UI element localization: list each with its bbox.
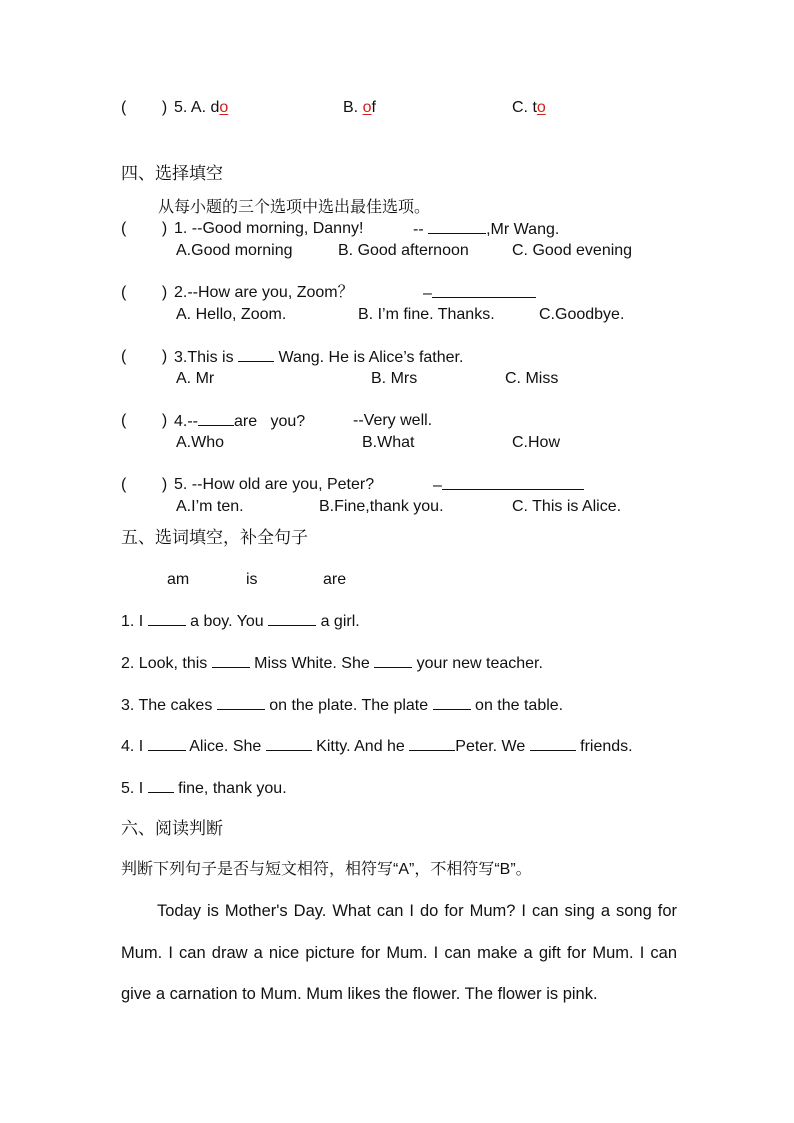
s5-s3-c: on the table.	[470, 697, 564, 714]
s4-q1-stem: 1. --Good morning, Danny!	[174, 220, 364, 237]
s4-q2-answer	[423, 283, 536, 304]
s4-q5-answer	[433, 475, 584, 496]
s5-s3-blank-1[interactable]	[217, 695, 265, 710]
s4-q1-tail: ,Mr Wang.	[486, 221, 560, 238]
s4-q3-stem	[174, 347, 463, 368]
s4-q4-blank[interactable]	[198, 411, 234, 426]
s5-s5-a: 5. I	[121, 780, 148, 797]
s4-q1-dash: --	[413, 221, 429, 238]
s5-sentence-1	[121, 611, 360, 632]
section4-instruction: 从每小题的三个选项中选出最佳选项。	[158, 199, 431, 216]
word-bank-am: am	[167, 571, 190, 588]
s4-q4-stem-a: 4.--	[174, 413, 198, 430]
s4-q1-answer	[413, 219, 559, 240]
s5-s1-a: 1. I	[121, 613, 148, 630]
word-bank-is: is	[246, 571, 258, 588]
s4-q3-blank[interactable]	[238, 347, 274, 362]
s5-sentence-3	[121, 695, 563, 716]
s4-q1-option-c: C. Good evening	[512, 242, 633, 259]
s5-s3-a: 3. The cakes	[121, 697, 217, 714]
s4-q3-option-b: B. Mrs	[371, 370, 418, 387]
s5-s4-a: 4. I	[121, 738, 148, 755]
s4-q3-option-a: A. Mr	[176, 370, 215, 387]
q5-top-option-b	[343, 98, 376, 118]
s4-q2-option-c: C.Goodbye.	[539, 306, 625, 323]
s5-sentence-2	[121, 653, 543, 674]
s4-q1-paren: ( )	[121, 220, 168, 237]
s5-sentence-4	[121, 736, 633, 757]
s4-q3-paren: ( )	[121, 348, 168, 365]
s4-q4-paren: ( )	[121, 412, 168, 429]
s4-q1-option-b: B. Good afternoon	[338, 242, 469, 259]
q5-top-c-highlight: o	[536, 99, 546, 116]
s4-q2-dash: –	[423, 285, 432, 302]
s5-s3-blank-2[interactable]	[433, 695, 471, 710]
s5-s4-d: Peter. We	[455, 738, 530, 755]
s5-s4-blank-4[interactable]	[530, 736, 576, 751]
s5-s3-b: on the plate. The plate	[264, 697, 433, 714]
s4-q5-option-b: B.Fine,thank you.	[319, 498, 444, 515]
s5-s4-blank-3[interactable]	[409, 736, 455, 751]
q5-top-b-highlight: o	[362, 99, 372, 116]
s4-q4-stem	[174, 411, 305, 432]
s4-q5-option-a: A.I’m ten.	[176, 498, 244, 515]
section5-title: 五、选词填空，补全句子	[121, 528, 308, 547]
q5-top-option-a	[174, 98, 228, 118]
section6-passage: Today is Mother's Day. What can I do for Mum? I can sing a song for Mum. I can draw a nice picture for Mum. I can make a gift for Mum. I can give a carnation to Mum. Mum likes the flower. The flower is pink.	[121, 902, 677, 1003]
s4-q5-option-c: C. This is Alice.	[512, 498, 622, 515]
q5-top-option-c	[512, 98, 546, 118]
s5-s2-blank-1[interactable]	[212, 653, 250, 668]
s4-q5-stem: 5. --How old are you, Peter?	[174, 476, 375, 493]
s4-q5-dash: –	[433, 477, 442, 494]
s5-s4-b: Alice. She	[185, 738, 266, 755]
s4-q2-blank[interactable]	[432, 283, 536, 298]
s4-q2-paren: ( )	[121, 284, 168, 301]
s4-q2-option-a: A. Hello, Zoom.	[176, 306, 287, 323]
s4-q3-option-c: C. Miss	[505, 370, 559, 387]
s4-q2-option-b: B. I’m fine. Thanks.	[358, 306, 495, 323]
s4-q4-reply: --Very well.	[353, 412, 433, 429]
s5-s4-e: friends.	[575, 738, 633, 755]
q5-top-b-label: B.	[343, 99, 363, 116]
s5-s1-blank-2[interactable]	[268, 611, 316, 626]
section6-instruction: 判断下列句子是否与短文相符，相符写“A”，不相符写“B”。	[121, 861, 532, 878]
s5-s4-c: Kitty. And he	[311, 738, 410, 755]
s5-s2-blank-2[interactable]	[374, 653, 412, 668]
s4-q1-option-a: A.Good morning	[176, 242, 293, 259]
s4-q3-stem-b: Wang. He is Alice’s father.	[274, 349, 464, 366]
s5-s2-c: your new teacher.	[412, 655, 543, 672]
q5-top-c-label: C. t	[512, 99, 537, 116]
q5-top-a-highlight: o	[219, 99, 229, 116]
s5-s4-blank-1[interactable]	[148, 736, 186, 751]
s5-s5-blank-1[interactable]	[148, 778, 174, 793]
s5-s1-c: a girl.	[316, 613, 360, 630]
s4-q5-paren: ( )	[121, 476, 168, 493]
s5-sentence-5	[121, 778, 287, 799]
s4-q4-option-a: A.Who	[176, 434, 225, 451]
q5-top-b-rest: f	[371, 99, 376, 116]
s4-q4-option-c: C.How	[512, 434, 561, 451]
section4-title: 四、选择填空	[121, 164, 223, 183]
s5-s4-blank-2[interactable]	[266, 736, 312, 751]
q5-top-paren: ( )	[121, 99, 168, 116]
s4-q2-stem: 2.--How are you, Zoom？	[174, 284, 354, 301]
s5-s2-a: 2. Look, this	[121, 655, 212, 672]
s5-s2-b: Miss White. She	[249, 655, 375, 672]
s5-s1-blank-1[interactable]	[148, 611, 186, 626]
s4-q4-option-b: B.What	[362, 434, 415, 451]
word-bank-are: are	[323, 571, 347, 588]
s4-q4-stem-b: are you?	[234, 413, 306, 430]
s4-q1-blank[interactable]	[428, 219, 486, 234]
s5-s1-b: a boy. You	[185, 613, 269, 630]
section6-title: 六、阅读判断	[121, 819, 223, 838]
q5-top-label: 5. A. d	[174, 99, 220, 116]
s5-s5-b: fine, thank you.	[173, 780, 287, 797]
s4-q5-blank[interactable]	[442, 475, 584, 490]
s4-q3-stem-a: 3.This is	[174, 349, 239, 366]
